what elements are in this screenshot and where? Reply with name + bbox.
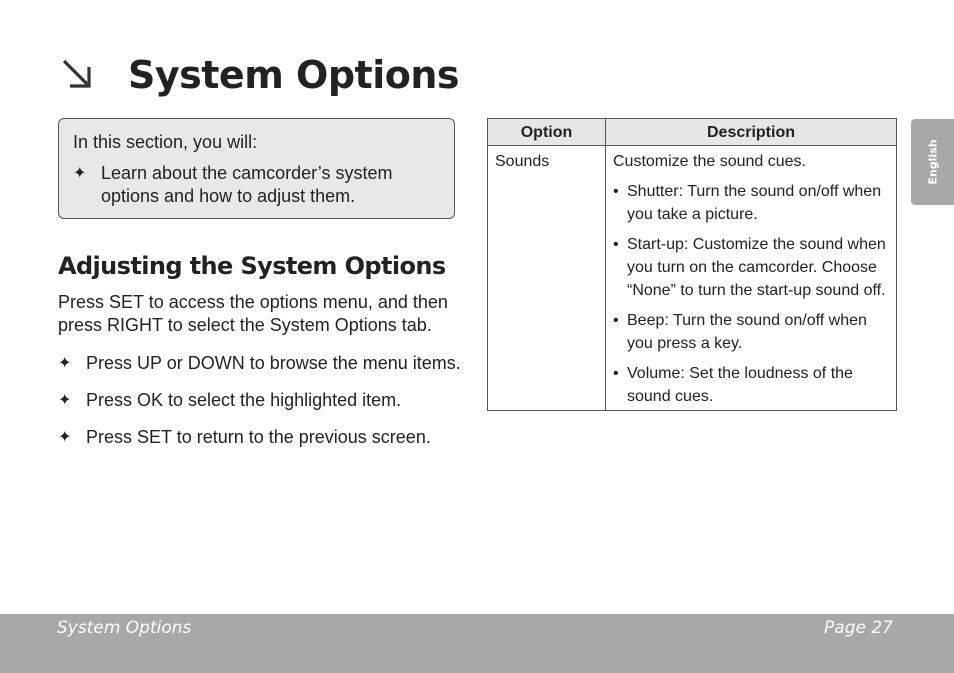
intro-text: In this section, you will: [73, 132, 258, 152]
intro-bullet [73, 162, 440, 208]
language-tab [911, 119, 954, 205]
column-header-description: Description [606, 119, 897, 146]
description-item: Start-up: Customize the sound when you turn on the camcorder. Choose “None” to turn the start-up sound off. [627, 236, 886, 299]
list-item [58, 389, 470, 412]
footer [0, 614, 954, 673]
section-intro: Press SET to access the options menu, and then press RIGHT to select the System Options tab. [58, 292, 448, 335]
list-item [613, 362, 890, 408]
description-intro: Customize the sound cues. [613, 153, 806, 170]
description-item: Beep: Turn the sound on/off when you press a key. [627, 312, 867, 352]
description-cell [606, 146, 897, 411]
intro-bullet-text: Learn about the camcorder’s system options and how to adjust them. [101, 163, 393, 206]
bullet-dot: • [613, 365, 619, 382]
description-item: Volume: Set the loudness of the sound cues. [627, 365, 853, 405]
table-header-row [488, 119, 897, 146]
column-header-option: Option [488, 119, 606, 146]
footer-section-name: System Options [57, 618, 192, 638]
step-text: Press UP or DOWN to browse the menu items. [86, 353, 461, 373]
option-cell: Sounds [488, 146, 606, 411]
steps-list [58, 352, 470, 463]
list-item [613, 233, 890, 302]
section-heading: Adjusting the System Options [58, 252, 446, 280]
description-list [613, 180, 890, 408]
list-item [58, 352, 470, 375]
title-row [58, 48, 459, 102]
description-item: Shutter: Turn the sound on/off when you take a picture. [627, 183, 882, 223]
list-item [58, 426, 470, 449]
list-item [613, 309, 890, 355]
page-title: System Options [128, 53, 459, 97]
star-bullet-icon: ✦ [58, 392, 72, 409]
step-text: Press OK to select the highlighted item. [86, 390, 402, 410]
diagonal-arrow-icon [58, 55, 98, 95]
list-item [613, 180, 890, 226]
star-bullet-icon: ✦ [58, 355, 72, 372]
step-text: Press SET to return to the previous screen. [86, 427, 431, 447]
table-row [488, 146, 897, 411]
star-bullet-icon: ✦ [58, 429, 72, 446]
footer-page-number: Page 27 [824, 618, 893, 638]
bullet-dot: • [613, 183, 619, 200]
bullet-dot: • [613, 236, 619, 253]
star-bullet-icon: ✦ [73, 165, 87, 182]
language-tab-label: English [926, 139, 939, 185]
intro-box [58, 118, 455, 219]
options-table [487, 118, 897, 411]
bullet-dot: • [613, 312, 619, 329]
